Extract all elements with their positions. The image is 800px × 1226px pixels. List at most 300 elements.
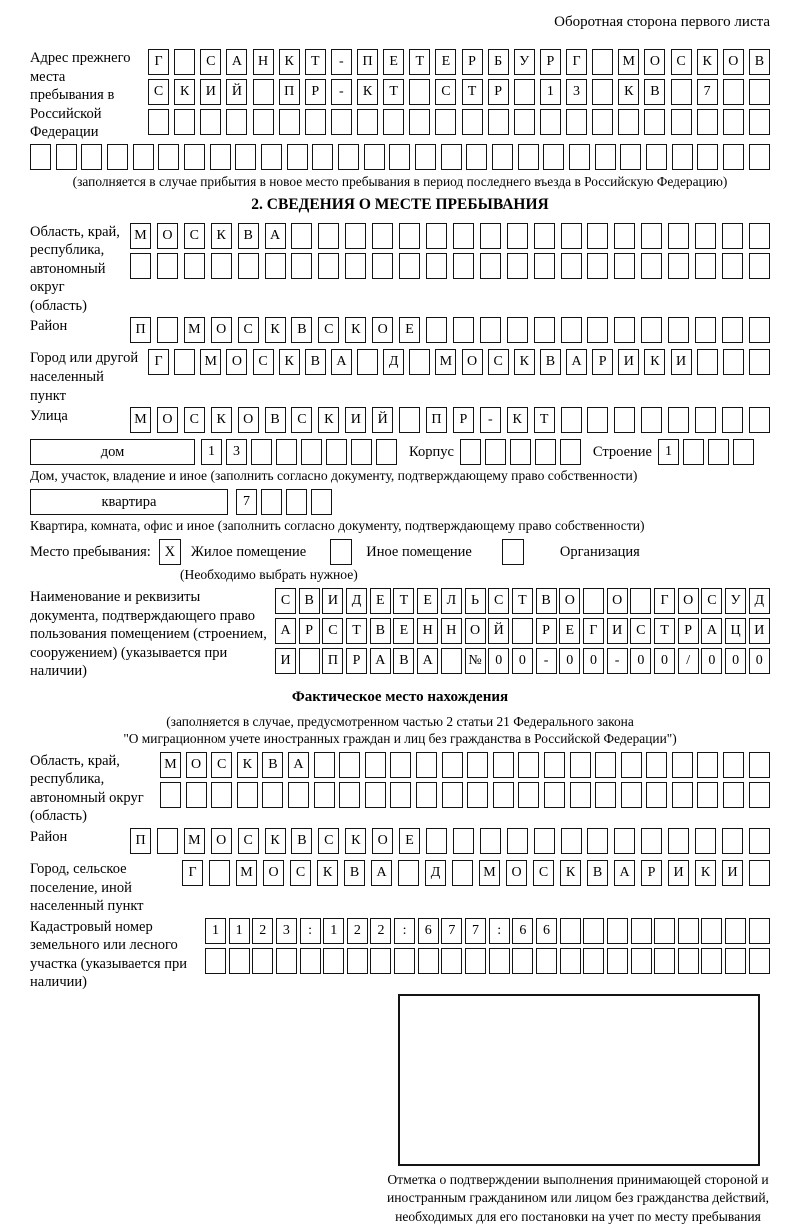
char-cell	[725, 918, 746, 944]
char-cell: Н	[441, 618, 462, 644]
house-grid	[201, 439, 401, 465]
char-cell: П	[426, 407, 447, 433]
char-cell	[453, 317, 474, 343]
actual-district-row	[130, 828, 770, 854]
char-cell	[672, 144, 693, 170]
char-cell	[507, 223, 528, 249]
char-cell: Е	[559, 618, 580, 644]
char-cell: С	[184, 223, 205, 249]
char-cell: 2	[252, 918, 273, 944]
char-cell	[695, 828, 716, 854]
actual-district-field	[30, 828, 770, 858]
char-cell	[723, 109, 744, 135]
char-cell	[560, 948, 581, 974]
char-cell	[251, 439, 272, 465]
char-cell: -	[607, 648, 628, 674]
char-cell: Е	[399, 317, 420, 343]
char-cell: М	[618, 49, 639, 75]
char-cell: О	[678, 588, 699, 614]
char-cell: 2	[370, 918, 391, 944]
char-cell	[607, 948, 628, 974]
char-cell	[157, 253, 178, 279]
char-cell	[583, 918, 604, 944]
char-cell: Г	[182, 860, 203, 886]
char-cell	[211, 253, 232, 279]
char-cell: О	[559, 588, 580, 614]
char-cell	[493, 752, 514, 778]
document-row-1	[275, 588, 770, 614]
char-cell: О	[157, 223, 178, 249]
char-cell: О	[462, 349, 483, 375]
char-cell: 1	[658, 439, 679, 465]
char-cell: К	[697, 49, 718, 75]
city-row	[148, 349, 770, 375]
char-cell	[614, 223, 635, 249]
char-cell: Т	[654, 618, 675, 644]
char-cell: С	[488, 588, 509, 614]
char-cell	[261, 144, 282, 170]
char-cell: 0	[725, 648, 746, 674]
char-cell: Р	[488, 79, 509, 105]
char-cell	[683, 439, 704, 465]
char-cell: А	[265, 223, 286, 249]
char-cell: В	[291, 828, 312, 854]
char-cell	[697, 349, 718, 375]
char-cell	[480, 253, 501, 279]
char-cell	[701, 948, 722, 974]
street-field	[30, 407, 770, 437]
actual-location-note-1: (заполняется в случае, предусмотренном частью 2 статьи 21 Федерального закона	[166, 713, 634, 729]
char-cell	[534, 223, 555, 249]
char-cell: В	[536, 588, 557, 614]
char-cell	[678, 918, 699, 944]
checkbox-other-premises	[330, 539, 352, 565]
char-cell: С	[238, 317, 259, 343]
char-cell	[614, 317, 635, 343]
stamp-box	[398, 994, 760, 1166]
char-cell: Д	[383, 349, 404, 375]
char-cell	[697, 752, 718, 778]
char-cell	[595, 144, 616, 170]
char-cell: -	[331, 49, 352, 75]
char-cell: 1	[201, 439, 222, 465]
cadastral-grid	[205, 918, 770, 992]
char-cell: Е	[393, 618, 414, 644]
char-cell	[453, 828, 474, 854]
char-cell: К	[279, 349, 300, 375]
prev-address-row-2	[148, 79, 770, 105]
char-cell: 0	[749, 648, 770, 674]
char-cell: 1	[540, 79, 561, 105]
char-cell: Ь	[465, 588, 486, 614]
char-cell: О	[226, 349, 247, 375]
char-cell	[592, 109, 613, 135]
char-cell: М	[130, 223, 151, 249]
char-cell: Р	[641, 860, 662, 886]
char-cell	[512, 948, 533, 974]
char-cell	[416, 752, 437, 778]
char-cell	[399, 223, 420, 249]
char-cell: 7	[465, 918, 486, 944]
char-cell: 0	[583, 648, 604, 674]
char-cell: Р	[540, 49, 561, 75]
char-cell	[641, 317, 662, 343]
char-cell: Р	[462, 49, 483, 75]
char-cell	[607, 918, 628, 944]
char-cell: В	[370, 618, 391, 644]
char-cell: Н	[253, 49, 274, 75]
char-cell	[462, 109, 483, 135]
char-cell: К	[265, 828, 286, 854]
char-cell	[749, 407, 770, 433]
char-cell: С	[671, 49, 692, 75]
char-cell: Т	[305, 49, 326, 75]
char-cell	[631, 918, 652, 944]
char-cell: И	[618, 349, 639, 375]
char-cell: П	[357, 49, 378, 75]
char-cell	[480, 317, 501, 343]
char-cell	[418, 948, 439, 974]
char-cell	[465, 948, 486, 974]
char-cell	[409, 109, 430, 135]
char-cell: С	[290, 860, 311, 886]
char-cell	[399, 407, 420, 433]
char-cell: К	[695, 860, 716, 886]
char-cell: Т	[534, 407, 555, 433]
char-cell	[184, 144, 205, 170]
char-cell: С	[533, 860, 554, 886]
char-cell	[252, 948, 273, 974]
char-cell: 0	[701, 648, 722, 674]
cadastral-field	[30, 918, 770, 992]
checkbox-organization	[502, 539, 524, 565]
char-cell	[492, 144, 513, 170]
char-cell	[514, 109, 535, 135]
char-cell: С	[488, 349, 509, 375]
char-cell	[722, 828, 743, 854]
actual-region-row-2	[160, 782, 770, 808]
char-cell	[570, 752, 591, 778]
char-cell	[695, 317, 716, 343]
char-cell	[749, 109, 770, 135]
char-cell: И	[749, 618, 770, 644]
char-cell: О	[372, 828, 393, 854]
char-cell: С	[318, 317, 339, 343]
char-cell	[697, 144, 718, 170]
char-cell: 7	[697, 79, 718, 105]
char-cell	[518, 782, 539, 808]
char-cell	[722, 223, 743, 249]
char-cell: 1	[229, 918, 250, 944]
stay-type-row	[30, 539, 770, 565]
char-cell	[695, 407, 716, 433]
char-cell: С	[148, 79, 169, 105]
char-cell	[174, 109, 195, 135]
document-row-3	[275, 648, 770, 674]
district-field	[30, 317, 770, 347]
char-cell: К	[279, 49, 300, 75]
char-cell	[312, 144, 333, 170]
char-cell	[641, 828, 662, 854]
char-cell	[311, 489, 332, 515]
char-cell: Р	[536, 618, 557, 644]
char-cell	[186, 782, 207, 808]
organization-label: Организация	[559, 543, 640, 560]
char-cell	[253, 79, 274, 105]
char-cell: Е	[417, 588, 438, 614]
char-cell: Т	[393, 588, 414, 614]
street-row	[130, 407, 770, 433]
char-cell	[409, 79, 430, 105]
char-cell	[614, 407, 635, 433]
char-cell	[510, 439, 531, 465]
char-cell	[587, 407, 608, 433]
char-cell	[314, 782, 335, 808]
char-cell	[561, 253, 582, 279]
char-cell	[488, 109, 509, 135]
stamp-caption: Отметка о подтверждении выполнения принимающей стороной и иностранным гражданином или лицом без гражданства действий, необходимых для его постановки на учет по месту пребывания	[387, 1171, 769, 1224]
char-cell	[672, 752, 693, 778]
char-cell: Т	[409, 49, 430, 75]
char-cell	[326, 439, 347, 465]
char-cell	[722, 253, 743, 279]
char-cell: Й	[372, 407, 393, 433]
char-cell	[416, 782, 437, 808]
cadastral-label: Кадастровый номер земельного или лесного участка (указывается при наличии)	[30, 918, 187, 991]
char-cell	[592, 49, 613, 75]
char-cell: О	[607, 588, 628, 614]
char-cell	[668, 407, 689, 433]
street-label: Улица	[30, 408, 68, 425]
char-cell: А	[566, 349, 587, 375]
char-cell	[442, 782, 463, 808]
actual-city-label: Город, сельское поселение, иной населенный пункт	[30, 861, 144, 915]
char-cell	[398, 860, 419, 886]
char-cell	[184, 253, 205, 279]
char-cell	[485, 439, 506, 465]
char-cell	[749, 223, 770, 249]
char-cell	[238, 253, 259, 279]
char-cell: О	[211, 828, 232, 854]
char-cell: В	[393, 648, 414, 674]
house-row	[30, 439, 770, 465]
char-cell: Т	[512, 588, 533, 614]
char-cell: О	[465, 618, 486, 644]
char-cell	[158, 144, 179, 170]
document-label: Наименование и реквизиты документа, подтверждающего право пользования помещением (строением, сооружением) (указывается при наличии)	[30, 589, 267, 680]
char-cell: М	[479, 860, 500, 886]
char-cell: Е	[399, 828, 420, 854]
char-cell	[534, 317, 555, 343]
char-cell	[620, 144, 641, 170]
char-cell: К	[514, 349, 535, 375]
char-cell	[467, 752, 488, 778]
char-cell	[535, 439, 556, 465]
document-grid	[275, 588, 770, 681]
char-cell: Е	[370, 588, 391, 614]
char-cell	[148, 109, 169, 135]
char-cell	[618, 109, 639, 135]
char-cell	[347, 948, 368, 974]
char-cell	[654, 918, 675, 944]
char-cell: /	[678, 648, 699, 674]
char-cell	[286, 489, 307, 515]
char-cell: 0	[512, 648, 533, 674]
char-cell: К	[644, 349, 665, 375]
char-cell: -	[331, 79, 352, 105]
char-cell	[305, 109, 326, 135]
char-cell: С	[322, 618, 343, 644]
char-cell: Л	[441, 588, 462, 614]
char-cell: У	[514, 49, 535, 75]
char-cell: Г	[583, 618, 604, 644]
char-cell	[409, 349, 430, 375]
char-cell: С	[701, 588, 722, 614]
char-cell: Т	[462, 79, 483, 105]
char-cell	[133, 144, 154, 170]
char-cell	[157, 317, 178, 343]
char-cell	[301, 439, 322, 465]
char-cell	[725, 948, 746, 974]
char-cell	[426, 223, 447, 249]
char-cell	[453, 223, 474, 249]
char-cell	[291, 253, 312, 279]
char-cell	[595, 782, 616, 808]
char-cell	[229, 948, 250, 974]
char-cell	[262, 782, 283, 808]
char-cell: А	[614, 860, 635, 886]
char-cell: У	[725, 588, 746, 614]
char-cell	[544, 782, 565, 808]
char-cell: Н	[417, 618, 438, 644]
char-cell: А	[288, 752, 309, 778]
actual-district-grid	[130, 828, 770, 858]
char-cell	[566, 109, 587, 135]
char-cell	[394, 948, 415, 974]
char-cell: В	[291, 317, 312, 343]
char-cell	[621, 752, 642, 778]
char-cell: В	[344, 860, 365, 886]
char-cell	[372, 223, 393, 249]
stay-type-note: (Необходимо выбрать нужное)	[180, 567, 358, 583]
char-cell	[621, 782, 642, 808]
char-cell: А	[370, 648, 391, 674]
actual-region-label: Область, край, республика, автономный округ (область)	[30, 752, 144, 825]
actual-location-note-2: "О миграционном учете иностранных граждан и лиц без гражданства в Российской Федерации")	[123, 730, 677, 746]
char-cell	[749, 782, 770, 808]
char-cell	[534, 828, 555, 854]
char-cell: Г	[148, 349, 169, 375]
char-cell: С	[318, 828, 339, 854]
char-cell: С	[184, 407, 205, 433]
char-cell: В	[540, 349, 561, 375]
prev-address-note: (заполняется в случае прибытия в новое место пребывания в период последнего въезда в Российскую Федерацию)	[72, 173, 728, 189]
char-cell	[365, 752, 386, 778]
char-cell	[339, 752, 360, 778]
char-cell	[318, 223, 339, 249]
char-cell	[426, 828, 447, 854]
char-cell	[466, 144, 487, 170]
char-cell	[654, 948, 675, 974]
prev-address-row-3	[148, 109, 770, 135]
actual-region-row-1	[160, 752, 770, 778]
prev-address-row-1	[148, 49, 770, 75]
char-cell: 0	[488, 648, 509, 674]
char-cell: С	[238, 828, 259, 854]
char-cell: К	[265, 317, 286, 343]
char-cell	[453, 253, 474, 279]
char-cell	[561, 407, 582, 433]
char-cell: П	[130, 828, 151, 854]
region-field	[30, 223, 770, 316]
char-cell	[749, 317, 770, 343]
char-cell: К	[211, 223, 232, 249]
char-cell	[383, 109, 404, 135]
char-cell	[299, 648, 320, 674]
char-cell: Р	[299, 618, 320, 644]
char-cell	[749, 860, 770, 886]
actual-region-field	[30, 752, 770, 826]
char-cell	[512, 618, 533, 644]
char-cell: С	[253, 349, 274, 375]
char-cell	[560, 439, 581, 465]
page-side-title: Оборотная сторона первого листа	[554, 14, 770, 30]
char-cell: С	[630, 618, 651, 644]
char-cell: 1	[205, 918, 226, 944]
char-cell	[668, 828, 689, 854]
char-cell	[265, 253, 286, 279]
char-cell: К	[345, 828, 366, 854]
char-cell	[561, 223, 582, 249]
char-cell: Р	[453, 407, 474, 433]
char-cell	[560, 918, 581, 944]
char-cell: 7	[441, 918, 462, 944]
char-cell: В	[238, 223, 259, 249]
char-cell: А	[275, 618, 296, 644]
char-cell	[345, 223, 366, 249]
char-cell	[209, 860, 230, 886]
char-cell	[399, 253, 420, 279]
city-grid	[148, 349, 770, 405]
char-cell	[390, 752, 411, 778]
char-cell	[671, 109, 692, 135]
char-cell	[507, 317, 528, 343]
char-cell: 3	[566, 79, 587, 105]
char-cell: К	[345, 317, 366, 343]
char-cell	[723, 782, 744, 808]
char-cell	[157, 828, 178, 854]
char-cell: К	[357, 79, 378, 105]
stroenie-grid	[658, 439, 758, 465]
char-cell: В	[265, 407, 286, 433]
char-cell: И	[345, 407, 366, 433]
char-cell	[678, 948, 699, 974]
char-cell	[210, 144, 231, 170]
char-cell	[357, 109, 378, 135]
checkbox-residential: X	[159, 539, 181, 565]
char-cell	[107, 144, 128, 170]
char-cell	[646, 752, 667, 778]
actual-region-grid	[160, 752, 770, 826]
char-cell: Г	[566, 49, 587, 75]
char-cell	[279, 109, 300, 135]
char-cell: О	[644, 49, 665, 75]
char-cell	[733, 439, 754, 465]
char-cell	[318, 253, 339, 279]
char-cell	[749, 79, 770, 105]
actual-location-title: Фактическое место нахождения	[291, 688, 509, 705]
prev-address-grid	[148, 49, 770, 142]
